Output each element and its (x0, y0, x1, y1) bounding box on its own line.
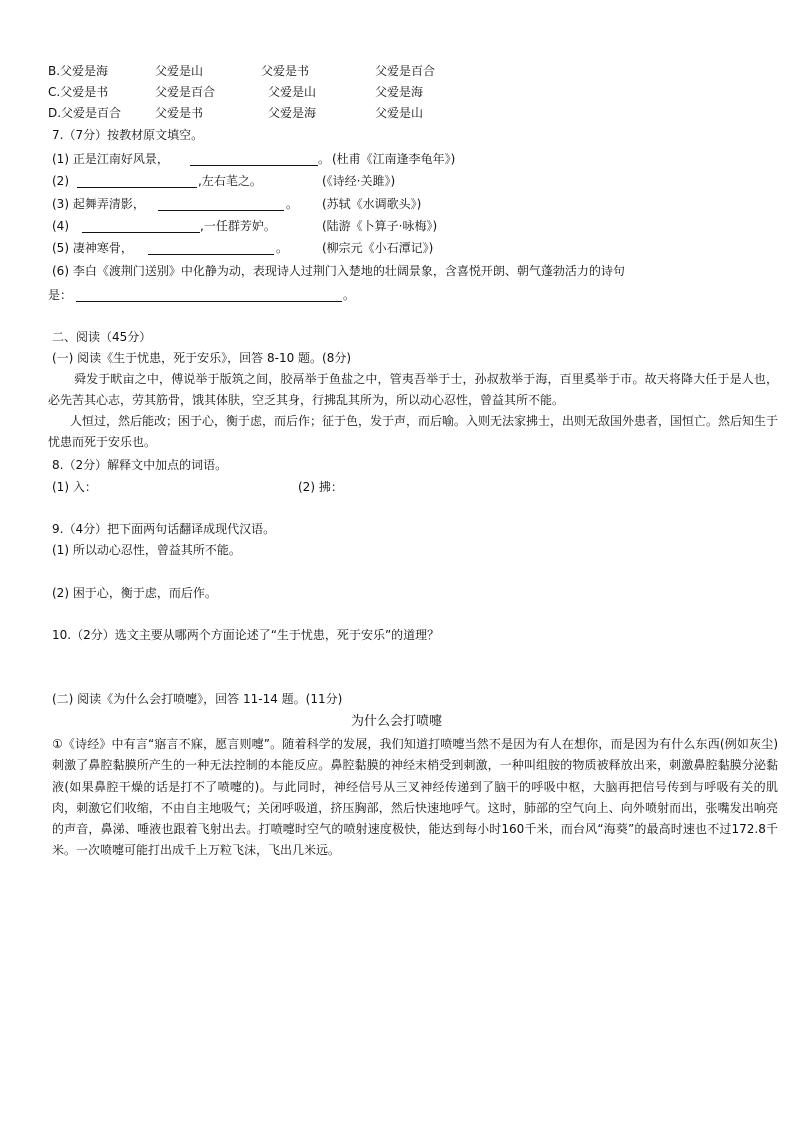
q7-item-6-line2 (48, 287, 748, 303)
article-paragraph-1: ①《诗经》中有言“寤言不寐，愿言则嚏”。随着科学的发展，我们知道打喷嚏当然不是因为有人在想你，而是因为有什么东西(例如灰尘)刺激了鼻腔黏膜所产生的一种无法控制的本能反应。鼻腔黏膜的神经末梢受到刺激，一种叫组胺的物质被释放出来，刺激鼻腔黏膜分泌黏液(如果鼻腔干燥的话是打不了喷嚏的)。与此同时，神经信号从三叉神经传递到了脑干的呼吸中枢，大脑再把信号传到与呼吸有关的肌肉，刺激它们收缩，不由自主地吸气；关闭呼吸道，挤压胸部，然后快速地呼气。这时，肺部的空气向上、向外喷射而出，张嘴发出响亮的声音，鼻涕、唾液也跟着飞射出去。打喷嚏时空气的喷射速度极快，能达到每小时160千米，而台风“海葵”的最高时速也不过172.8千米。一次喷嚏可能打出成千上万粒飞沫，飞出几米远。 (52, 737, 778, 858)
q7-item-6-line1: (6) 李白《渡荆门送别》中化静为动，表现诗人过荆门入楚地的壮阔景象，含喜悦开朗、朝气蓬勃活力的诗句 (52, 264, 625, 278)
answer-blank[interactable] (82, 220, 200, 233)
answer-blank[interactable] (190, 153, 318, 166)
q9-item-1: (1) 所以动心忍性，曾益其所不能。 (52, 543, 241, 557)
item-text: (5) 凄神寒骨， (52, 241, 133, 255)
answer-blank[interactable] (148, 242, 274, 255)
item-source: (杜甫《江南逢李龟年》) (332, 152, 456, 166)
option-text: 父爱是书 (261, 64, 310, 78)
q7-item-3 (52, 196, 752, 212)
item-text: (2) (52, 174, 69, 188)
item-text: ,左右芼之。 (198, 174, 262, 188)
item-text: (4) (52, 219, 69, 233)
option-text: 父爱是山 (155, 64, 204, 78)
item-text: 。 (286, 197, 299, 211)
answer-blank[interactable] (77, 175, 197, 188)
item-source: (苏轼《水调歌头》) (322, 197, 422, 211)
item-text: 是： (48, 288, 73, 302)
option-text: 父爱是百合 (375, 64, 436, 78)
option-text: 父爱是山 (268, 85, 317, 99)
passage-paragraph-1: 舜发于畎亩之中，傅说举于版筑之间，胶鬲举于鱼盐之中，管夷吾举于士，孙叔敖举于海，百里奚举于市。故天将降大任于是人也，必先苦其心志，劳其筋骨，饿其体肤，空乏其身，行拂乱其所为，所以动心忍性，曾益其所不能。 (48, 372, 778, 407)
item-text: 。 (318, 152, 331, 166)
q10-title: 10.（2分）选文主要从哪两个方面论述了“生于忧患，死于安乐”的道理？ (52, 628, 440, 642)
q7-item-1 (52, 151, 752, 167)
q8-item-2: (2) 拂： (298, 480, 343, 494)
option-text: D.父爱是百合 (48, 106, 122, 120)
option-text: C.父爱是书 (48, 85, 109, 99)
option-text: 父爱是山 (375, 106, 424, 120)
item-text: (3) 起舞弄清影， (52, 197, 145, 211)
q9-item-2: (2) 困于心，衡于虑，而后作。 (52, 586, 217, 600)
article-title: 为什么会打喷嚏 (350, 714, 442, 729)
answer-blank[interactable] (76, 289, 342, 302)
answer-blank[interactable] (158, 198, 284, 211)
option-text: 父爱是百合 (155, 85, 216, 99)
q7-title: 7.（7分）按教材原文填空。 (52, 128, 204, 142)
option-text: B.父爱是海 (48, 64, 109, 78)
item-text: 。 (276, 241, 289, 255)
q9-title: 9.（4分）把下面两句话翻译成现代汉语。 (52, 522, 276, 536)
item-source: (陆游《卜算子·咏梅》) (322, 219, 438, 233)
passage-paragraph-2: 人恒过，然后能改；困于心，衡于虑，而后作；征于色，发于声，而后喻。入则无法家拂士，出则无敌国外患者，国恒亡。然后知生于忧患而死于安乐也。 (48, 414, 779, 449)
section-2-header: 二、阅读（45分） (52, 330, 152, 344)
option-text: 父爱是海 (268, 106, 317, 120)
option-text: 父爱是书 (155, 106, 204, 120)
q7-item-2 (52, 173, 752, 189)
item-text: ,一任群芳妒。 (200, 219, 276, 233)
q8-title: 8.（2分）解释文中加点的词语。 (52, 458, 228, 472)
option-text: 父爱是海 (375, 85, 424, 99)
q7-item-5 (52, 240, 752, 256)
reading-2-intro: (二) 阅读《为什么会打喷嚏》，回答 11-14 题。(11分) (52, 692, 343, 706)
reading-1-intro: (一) 阅读《生于忧患，死于安乐》，回答 8-10 题。(8分) (52, 351, 352, 365)
item-source: (柳宗元《小石潭记》) (322, 241, 434, 255)
item-source: (《诗经·关雎》) (322, 174, 396, 188)
item-text: 。 (343, 288, 356, 302)
q7-item-4 (52, 218, 752, 234)
q8-item-1: (1) 入： (52, 480, 97, 494)
item-text: (1) 正是江南好风景， (52, 152, 169, 166)
